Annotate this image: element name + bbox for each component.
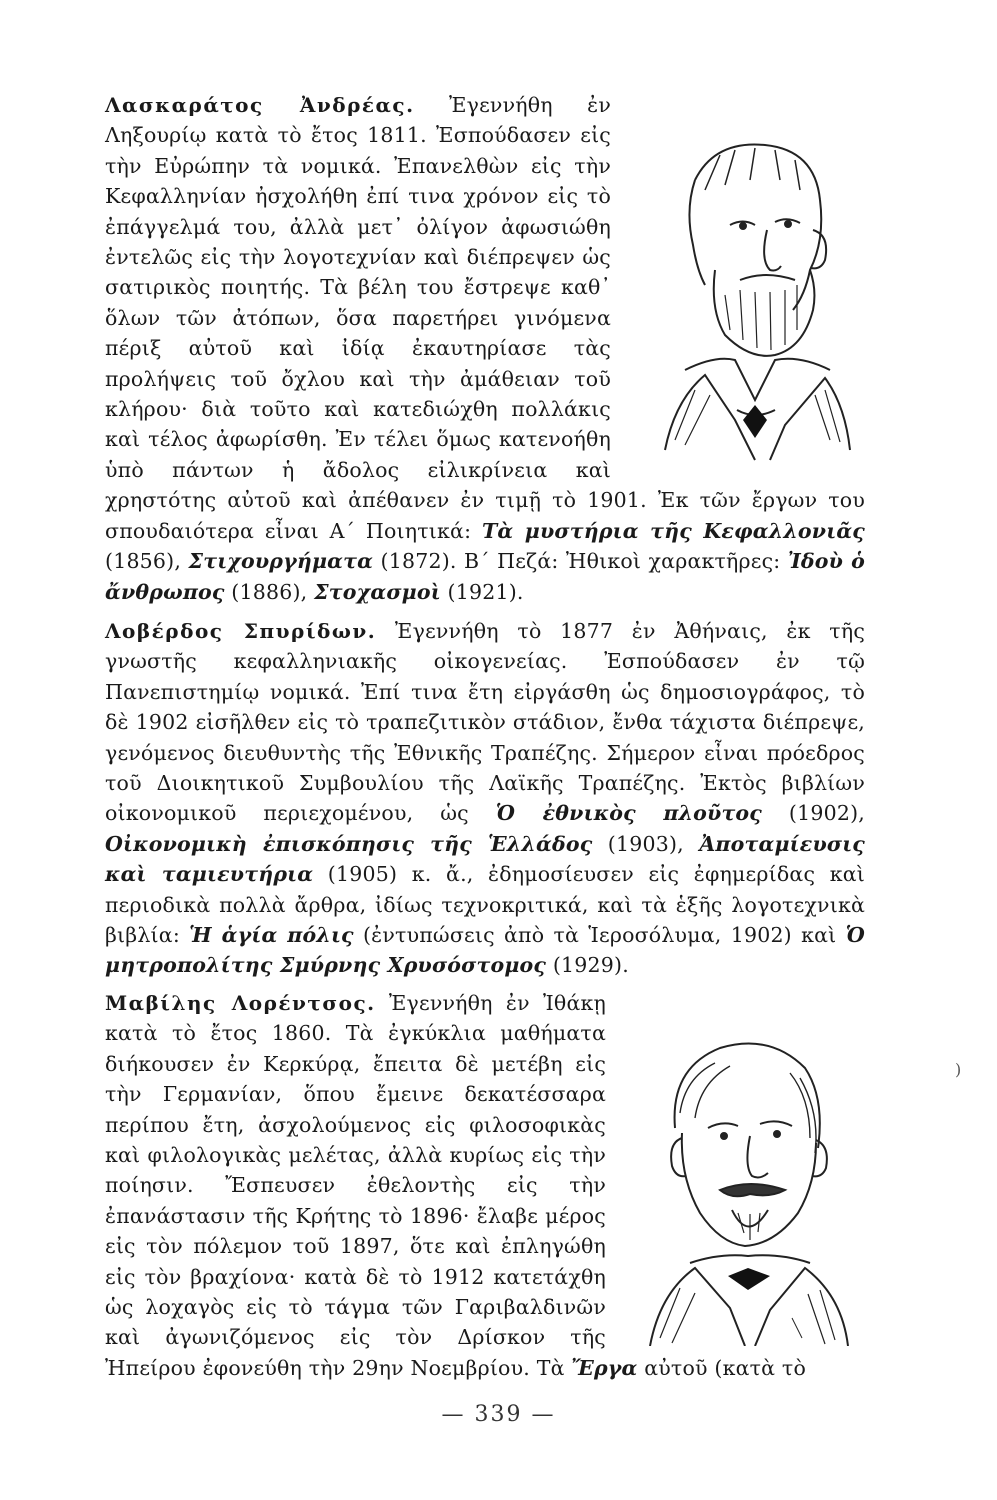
work-title: Ὁ ἐθνικὸς πλοῦτος bbox=[495, 801, 762, 826]
portrait-mavilis bbox=[620, 1018, 865, 1346]
body-text: (ἐντυπώσεις ἀπὸ τὰ Ἱεροσόλυμα, 1902) καὶ bbox=[353, 923, 846, 948]
entry-laskaratos bbox=[105, 90, 865, 607]
body-text: αὐτοῦ (κατὰ τὸ bbox=[637, 1355, 807, 1380]
work-title: Στοχασμοὶ bbox=[314, 579, 441, 604]
body-text: Ἐγεννήθη ἐν Ἰθάκῃ κατὰ τὸ ἔτος 1860. Τὰ ἐγκύκλια μαθήματα διήκουσεν ἐν Κερκύρᾳ, ἔπειτα δὲ μετέβη εἰς τὴν Γερμανίαν, ὅπου ἔμεινε δεκατέσσαρα περίπου ἔτη, ἀσχολούμενος εἰς φιλοσοφικὰς καὶ φιλολογικὰς μελέτας, ἀλλὰ κυρίως εἰς τὴν ποίησιν. Ἔσπευσεν ἐθελοντὴς εἰς τὴν ἐπανάστασιν τῆς Κρήτης τὸ 1896· ἔλαβε μέρος εἰς τὸν πόλεμον τοῦ 1897, ὅτε καὶ ἐπληγώθη εἰς τὸν βραχίονα· κατὰ δὲ τὸ 1912 κατετάχθη ὡς λοχαγὸς εἰς τὸ τάγμα τῶν Γαριβαλδινῶν καὶ ἀγωνιζόμενος εἰς τὸν Δρίσκον τῆς Ἠπείρου ἐφονεύθη τὴν 29ην Νοεμβρίου. Τὰ bbox=[105, 991, 606, 1380]
portrait-laskaratos bbox=[625, 120, 865, 470]
work-title: Οἰκονομικὴ ἐπισκόπησις τῆς Ἑλλάδος bbox=[105, 831, 593, 856]
portrait-mavilis-drawing bbox=[620, 1018, 865, 1346]
entry-loverdos bbox=[105, 616, 865, 981]
body-text: (1929). bbox=[546, 953, 629, 978]
body-text: Ἐγεννήθη ἐν Ληξουρίῳ κατὰ τὸ ἔτος 1811. Ἐσπούδασεν εἰς τὴν Εὐρώπην τὰ νομικά. Ἐπανελθὼν εἰς τὴν Κεφαλληνίαν ἠσχολήθη ἐπί τινα χρόνον εἰς τὸ ἐπάγγελμά του, ἀλλὰ μετ᾿ ὀλίγον ἀφωσιώθη ἐντελῶς εἰς τὴν λογοτεχνίαν καὶ διέπρεψεν ὡς σατιρικὸς ποιητής. Τὰ βέλη του ἔστρεψε καθ᾿ ὅλων τῶν ἀτόπων, ὅσα παρετήρει γινόμενα πέριξ αὐτοῦ καὶ ἰδίᾳ ἐκαυτηρίασε τὰς προλήψεις τοῦ ὄχλου καὶ τὴν ἀμάθειαν τοῦ κλήρου· διὰ τοῦτο καὶ κατεδιώχθη πολλάκις καὶ τέλος ἀφωρίσθη. Ἐν τέλει ὅμως κατενοήθη ὑπὸ πάντων ἡ ἄδολος εἰλικρίνεια καὶ χρηστότης αὐτοῦ καὶ ἀπέθανεν ἐν τιμῇ τὸ 1901. Ἐκ τῶν ἔργων του σπουδαιότερα εἶναι Α΄ Ποιητικά: bbox=[105, 93, 865, 543]
work-title: Ἀποταμίευσις καὶ ταμιευτήρια bbox=[105, 831, 865, 887]
work-title: Ἔργα bbox=[571, 1355, 638, 1380]
entry-mavilis bbox=[105, 988, 865, 1383]
work-title: Ὁ μητροπολίτης Σμύρνης Χρυσόστομος bbox=[105, 923, 865, 978]
body-text: (1903), bbox=[592, 831, 700, 856]
work-title: Στιχουργήματα bbox=[188, 549, 374, 574]
work-title: Ἡ ἁγία πόλις bbox=[189, 923, 354, 948]
body-text: (1856), bbox=[105, 549, 189, 574]
portrait-laskaratos-drawing bbox=[625, 120, 865, 470]
margin-mark: ) bbox=[955, 1060, 962, 1079]
body-text: Ἐγεννήθη τὸ 1877 ἐν Ἀθήναις, ἐκ τῆς γνωστῆς κεφαλληνιακῆς οἰκογενείας. Ἐσπούδασεν ἐν τῷ Πανεπιστημίῳ νομικά. Ἐπί τινα ἔτη εἰργάσθη ὡς δημοσιογράφος, τὸ δὲ 1902 εἰσῆλθεν εἰς τὸ τραπεζιτικὸν στάδιον, ἔνθα τάχιστα διέπρεψε, γενόμενος διευθυντὴς τῆς Ἐθνικῆς Τραπέζης. Σήμερον εἶναι πρόεδρος τοῦ Διοικητικοῦ Συμβουλίου τῆς Λαϊκῆς Τραπέζης. Ἐκτὸς βιβλίων οἰκονομικοῦ περιεχομένου, ὡς bbox=[105, 619, 865, 826]
work-title: Τὰ μυστήρια τῆς Κεφαλλονιᾶς bbox=[481, 518, 865, 543]
body-text: (1921). bbox=[440, 579, 524, 604]
entry-name: Λασκαράτος Ἀνδρέας. bbox=[105, 93, 415, 117]
body-text: (1905) κ. ἄ., ἐδημοσίευσεν εἰς ἐφημερίδας καὶ περιοδικὰ πολλὰ ἄρθρα, ἰδίως τεχνοκριτικά, καὶ τὰ ἑξῆς λογοτεχνικὰ βιβλία: bbox=[105, 862, 865, 948]
body-text: (1902), bbox=[762, 801, 865, 826]
page-number: — 339 — bbox=[441, 1402, 556, 1427]
entry-name: Μαβίλης Λορέντσος. bbox=[105, 991, 376, 1015]
entry-body bbox=[105, 619, 865, 977]
body-text: (1872). Β΄ Πεζά: Ἠθικοὶ χαρακτῆρες: bbox=[373, 549, 788, 574]
work-title: Ἰδοὺ ὁ ἄνθρωπος bbox=[105, 549, 865, 604]
entry-name: Λοβέρδος Σπυρίδων. bbox=[105, 619, 377, 643]
body-text: (1886), bbox=[224, 579, 315, 604]
